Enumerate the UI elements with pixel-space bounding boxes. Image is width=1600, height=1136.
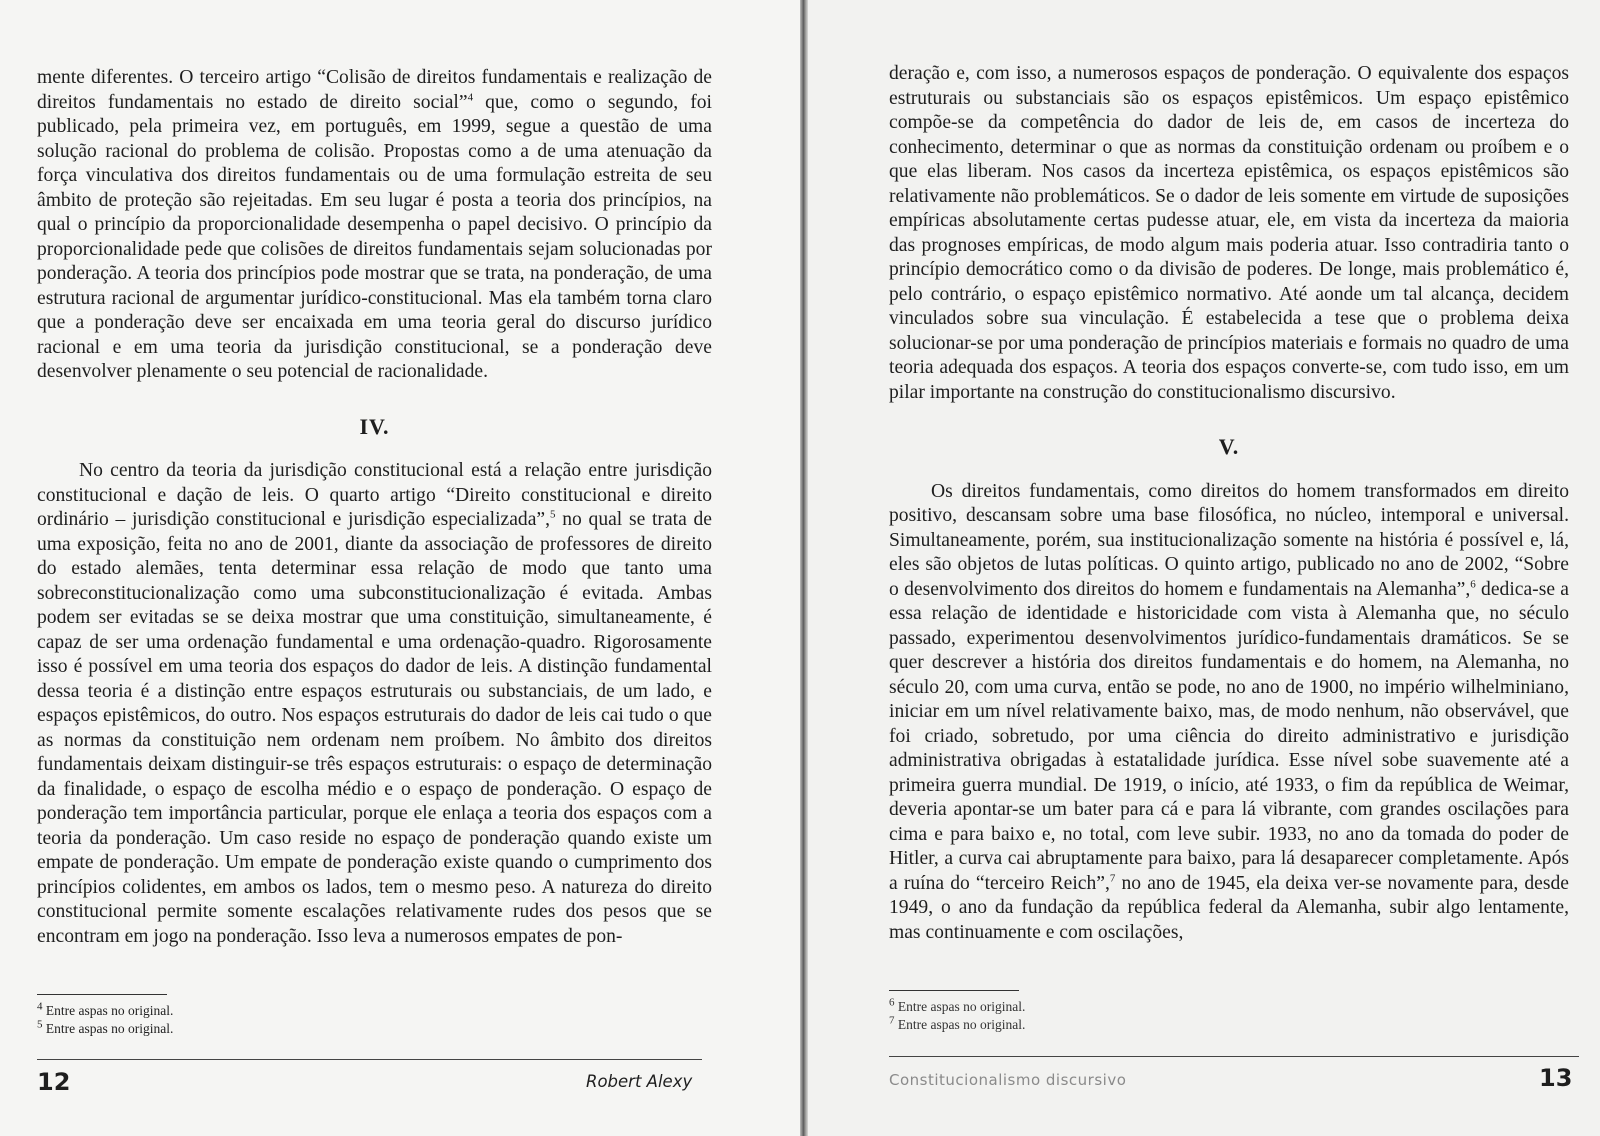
right-footnotes [889, 998, 1025, 1034]
running-head-title: Constitucionalismo discursivo [889, 1071, 1127, 1089]
left-footnotes [37, 1002, 173, 1038]
left-footer-rule [37, 1059, 702, 1060]
page-number-left: 12 [37, 1068, 71, 1096]
footnote-7: $^7$ Entre aspas no original. [889, 1014, 1026, 1032]
right-paragraph-1: deração e, com isso, a numerosos espaços de ponderação. O equivalente dos espaços estruturais ou substanciais são os espaços epistêmicos. Um espaço epistêmico compõe-se da competência do dador de leis de, em casos de incerteza do conhecimento, determinar o que as normas da constituição ordenam ou proíbem e o que elas liberam. Nos casos da incerteza epistêmica, os espaços epistêmicos são relativamente não problemáticos. Se o dador de leis somente em virtude de suposições empíricas absolutamente certas pudesse atuar, ele, em vista da incerteza da maioria das prognoses empíricas, de modo algum mais poderia atuar. Isso contradiria tanto o princípio democrático como o da divisão de poderes. De longe, mais problemático é, pelo contrário, o espaço epistêmico normativo. Até aonde um tal alcança, decidem vinculados sobre sua vinculação. É estabelecida a tese que o problema deixa solucionar-se por uma ponderação de princípios materiais e formais no quadro de uma teoria adequada dos espaços. A teoria dos espaços converte-se, com tudo isso, em um pilar importante na construção do constitucionalismo discursivo. [889, 63, 1569, 403]
footnote-ref-6[interactable]: 6 [1470, 577, 1476, 590]
footnote-5: $^5$ Entre aspas no original. [37, 1018, 174, 1036]
footnote-rule [37, 994, 167, 995]
section-heading-v: V. [1218, 434, 1240, 459]
left-paragraph-2: No centro da teoria da jurisdição constitucional está a relação entre jurisdição constitucional e dação de leis. O quarto artigo “Direito constitucional e direito ordinário – jurisdição constitucional e jurisdição especializada”,$^5$ no qual se trata de uma exposição, feita no ano de 2001, diante da associação de professores de direito do estado alemães, tenta determinar essa relação de modo que tanto uma sobreconstitucionalização como uma subconstitucionalização é evitada. Ambas podem ser evitadas se se deixa mostrar que uma constituição, simultaneamente, é capaz de ser uma ordenação fundamental e uma ordenação-quadro. Rigorosamente isso é possível em uma teoria dos espaços do dador de leis. A distinção fundamental dessa teoria é a distinção entre espaços estruturais ou substanciais, de um lado, e espaços epistêmicos, do outro. Nos espaços estruturais do dador de leis cai tudo o que as normas da constituição nem ordenam nem proíbem. No âmbito dos direitos fundamentais deixam distinguir-se três espaços estruturais: o espaço de determinação da finalidade, o espaço de escolha médio e o espaço de ponderação. O espaço de ponderação tem importância particular, porque ele enlaça a teoria dos espaços com a teoria da ponderação. Um caso reside no espaço de ponderação quando existe um empate de ponderação. Um empate de ponderação existe quando o cumprimento dos princípios colidentes, em ambos os lados, tem o mesmo peso. A natureza do direito constitucional permite somente escalações relativamente rudes dos pesos que se encontram em jogo na ponderação. Isso leva a numerosos empates de pon- [37, 460, 712, 947]
footnote-ref-7[interactable]: 7 [1109, 871, 1116, 884]
right-body-text [889, 62, 1569, 945]
footnote-ref-5[interactable]: 5 [550, 508, 556, 521]
book-gutter [800, 0, 808, 1136]
right-footer-rule [889, 1056, 1579, 1057]
running-head-author: Robert Alexy [586, 1072, 693, 1091]
right-paragraph-2: Os direitos fundamentais, como direitos do homem transformados em direito positivo, descansam sobre uma base filosófica, no núcleo, intemporal e universal. Simultaneamente, porém, sua institucionalização somente na história é possível e, lá, eles são objetos de lutas políticas. O quinto artigo, publicado no ano de 2002, “Sobre o desenvolvimento dos direitos do homem e fundamentais na Alemanha”,$^6$ dedica-se a essa relação de identidade e historicidade com vista à Alemanha que, no século passado, experimentou desenvolvimentos jurídico-fundamentais dramáticos. Se se quer descrever a história dos direitos fundamentais e do homem, na Alemanha, no século 20, com uma curva, então se pode, no ano de 1900, no império wilhelminiano, iniciar em um nível relativamente baixo, mas, de modo nenhum, não observável, que foi criado, sobretudo, por uma ciência do direito administrativo e jurisdição administrativa obrigadas à estatalidade jurídica. Esse nível sobe suavemente até a primeira guerra mundial. De 1919, o início, até 1933, o fim da república de Weimar, deveria apontar-se um bater para cá e para lá vibrante, com grandes oscilações para cima e para baixo e, no total, com leve subir. 1933, no ano da tomada do poder de Hitler, a curva cai abruptamente para baixo, para lá desaparecer completamente. Após a ruína do “terceiro Reich”,$^7$ no ano de 1945, ela deixa ver-se novamente para, desde 1949, o ano da fundação da república federal da Alemanha, subir algo lentamente, mas continuamente e com oscilações, [889, 480, 1570, 943]
page-number-right: 13 [1539, 1064, 1573, 1092]
footnote-4: $^4$ Entre aspas no original. [37, 1000, 174, 1018]
footnote-ref-4[interactable]: 4 [467, 90, 474, 103]
footnote-6: $^6$ Entre aspas no original. [889, 996, 1026, 1014]
section-heading-iv: IV. [359, 413, 390, 439]
left-paragraph-1: mente diferentes. O terceiro artigo “Colisão de direitos fundamentais e realização de direitos fundamentais no estado de direito social”$^4$ que, como o segundo, foi publicado, pela primeira vez, em português, em 1999, segue a questão de uma solução racional do problema de colisão. Propostas como a de uma atenuação da força vinculativa dos direitos fundamentais ou de uma formulação estreita de seu âmbito de proteção são rejeitadas. Em seu lugar é posta a teoria dos princípios, na qual o princípio da proporcionalidade desempenha o papel decisivo. O princípio da proporcionalidade pede que colisões de direitos fundamentais sejam solucionadas por ponderação. A teoria dos princípios pode mostrar que se trata, na ponderação, de uma estrutura racional de argumentar jurídico-constitucional. Mas ela também torna claro que a ponderação deve ser encaixada em uma teoria geral do discurso jurídico racional e em uma teoria da jurisdição constitucional, se a ponderação deve desenvolver plenamente o seu potencial de racionalidade. [37, 67, 712, 382]
footnote-rule [889, 990, 1019, 991]
left-body-text [37, 66, 712, 949]
